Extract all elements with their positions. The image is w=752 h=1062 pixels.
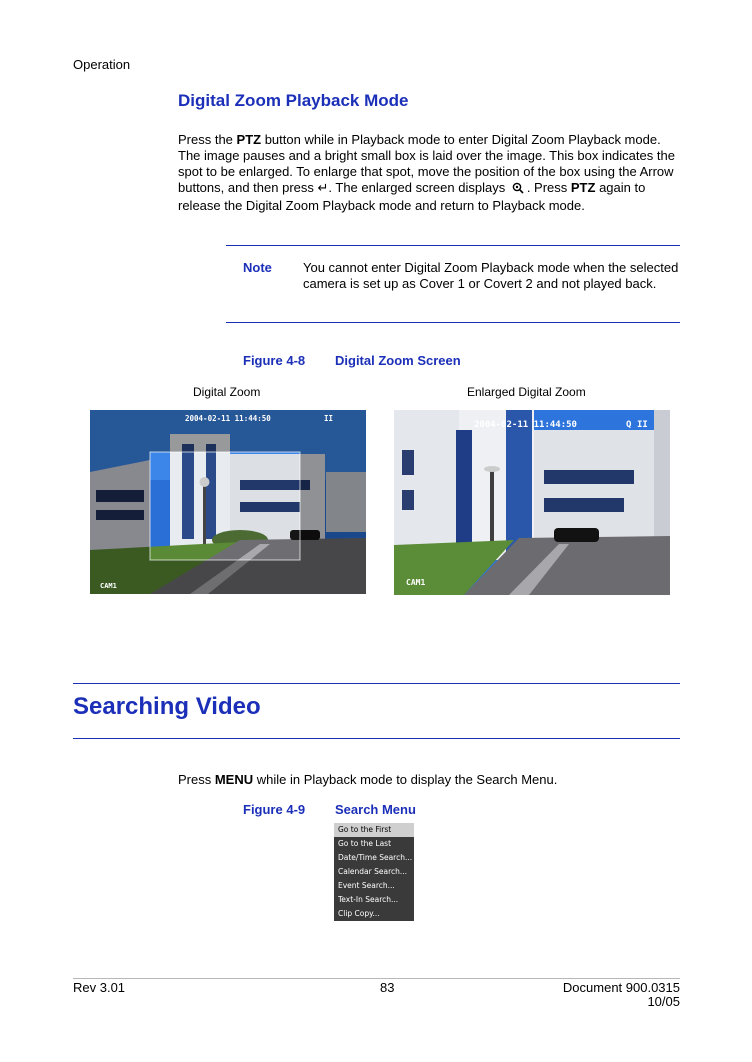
note-bottom-rule (226, 322, 680, 323)
menu-item-clip-copy[interactable]: Clip Copy... (338, 909, 380, 918)
right-osd-timestamp: 2004-02-11 11:44:50 (474, 420, 577, 430)
left-osd-pause-indicator: II (324, 414, 334, 423)
searching-paragraph: Press MENU while in Playback mode to display the Search Menu. (178, 772, 558, 787)
figure-4-8-number: Figure 4-8 (243, 353, 306, 368)
footer-date: 10/05 (647, 994, 680, 1009)
zoom-magnifier-icon (512, 182, 524, 198)
enlarged-digital-zoom-caption: Enlarged Digital Zoom (467, 385, 586, 399)
right-osd-pause-indicator: II (637, 420, 648, 430)
footer-document-number: Document 900.0315 (562, 980, 680, 995)
right-osd-camera-label: CAM1 (406, 578, 426, 587)
right-osd-zoom-indicator: Q (626, 420, 632, 430)
footer-revision: Rev 3.01 (73, 980, 126, 995)
note-label: Note (243, 260, 272, 275)
menu-item-go-to-last[interactable]: Go to the Last (338, 839, 392, 848)
menu-item-go-to-first[interactable]: Go to the First (334, 823, 414, 837)
left-osd-timestamp: 2004-02-11 11:44:50 (185, 414, 271, 423)
digital-zoom-screenshot (90, 410, 366, 594)
enter-key-icon: ↵ (317, 180, 329, 195)
enlarged-digital-zoom-screenshot (394, 410, 670, 595)
section-bottom-rule (73, 738, 680, 739)
figure-4-9-number: Figure 4-9 (243, 802, 306, 817)
menu-item-event-search[interactable]: Event Search... (338, 881, 395, 890)
section-top-rule (73, 683, 680, 684)
search-menu (334, 823, 414, 921)
footer-page-number: 83 (380, 980, 395, 995)
figure-4-8-title: Digital Zoom Screen (335, 353, 461, 368)
digital-zoom-caption: Digital Zoom (193, 385, 261, 399)
footer-rule (73, 978, 680, 979)
section-heading-searching-video: Searching Video (73, 693, 261, 720)
digital-zoom-paragraph: Press the PTZ button while in Playback mode to enter Digital Zoom Playback mode. The image pauses and a bright small box is laid over the image. This box indicates the spot to be enlarged. To enlarge that spot, move the position of the box using the Arrow buttons, and then press ↵. The enlarged screen displays . Press PTZ again to release the Digital Zoom Playback mode and return to Playback mode. (178, 132, 675, 213)
left-osd-camera-label: CAM1 (100, 582, 117, 590)
menu-item-calendar-search[interactable]: Calendar Search... (338, 867, 408, 876)
figure-4-9-title: Search Menu (335, 802, 416, 817)
note-text: You cannot enter Digital Zoom Playback mode when the selected camera is set up as Cover 1 or Covert 2 and not played back. (303, 260, 679, 291)
note-top-rule (226, 245, 680, 246)
menu-item-date-time-search[interactable]: Date/Time Search... (338, 853, 413, 862)
menu-item-text-in-search[interactable]: Text-In Search... (338, 895, 399, 904)
section-heading-digital-zoom: Digital Zoom Playback Mode (178, 91, 409, 110)
running-header: Operation (73, 57, 131, 72)
